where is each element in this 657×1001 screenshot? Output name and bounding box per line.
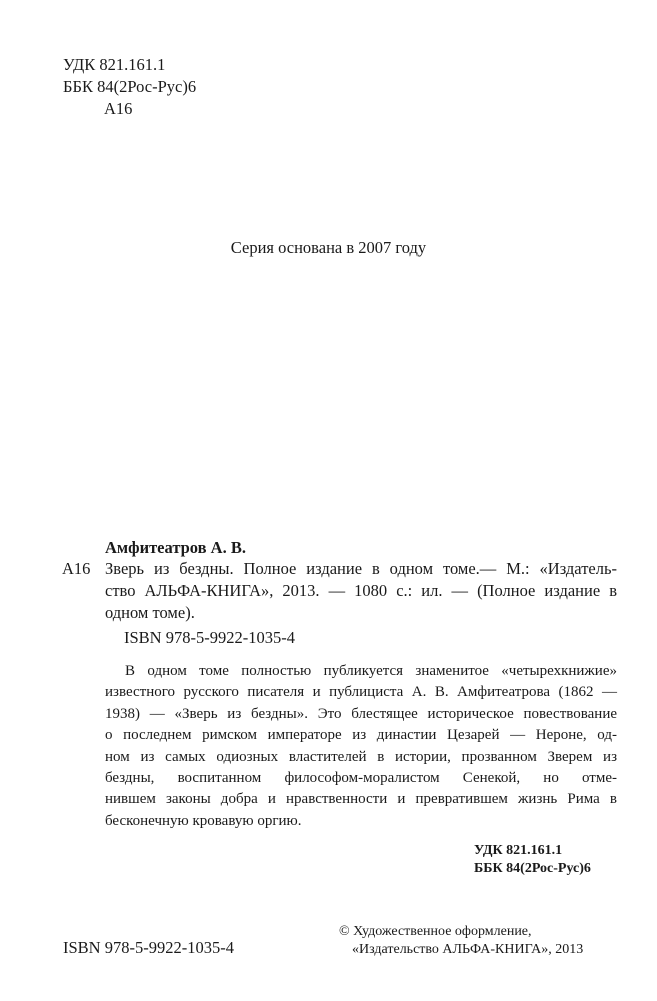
- annotation-line: нившем законы добра и нравственности и превратившем жизнь Рима в: [105, 791, 617, 808]
- catalog-line: одном томе).: [105, 603, 195, 622]
- copyright-line-2: «Издательство АЛЬФА-КНИГА», 2013: [352, 942, 584, 957]
- udk-code-top: УДК 821.161.1: [63, 55, 166, 74]
- annotation-paragraph: [105, 661, 617, 832]
- catalog-isbn: ISBN 978-5-9922-1035-4: [124, 628, 295, 647]
- annotation-line: ном из самых одиозных властителей в истории, прозванном Зверем из: [105, 748, 617, 765]
- author-mark-top: А16: [104, 99, 133, 118]
- catalog-author-mark: А16: [62, 559, 91, 578]
- annotation-line: бесконечную кровавую оргию.: [105, 812, 302, 829]
- bbk-code-top: ББК 84(2Рос-Рус)6: [63, 77, 197, 96]
- annotation-line: 1938) — «Зверь из бездны». Это блестящее историческое повествование: [105, 705, 617, 722]
- annotation-line: В одном томе полностью публикуется знаменитое «четырехкнижие»: [125, 663, 617, 679]
- isbn-bottom: ISBN 978-5-9922-1035-4: [63, 938, 234, 957]
- annotation-line: о последнем римском императоре из династии Цезарей — Нероне, од-: [105, 727, 617, 744]
- bbk-code-bottom: ББК 84(2Рос-Рус)6: [474, 861, 591, 876]
- catalog-author: Амфитеатров А. В.: [105, 538, 246, 557]
- udk-code-bottom: УДК 821.161.1: [474, 843, 563, 858]
- annotation-line: известного русского писателя и публициста А. В. Амфитеатрова (1862 —: [105, 684, 617, 701]
- catalog-line: ство АЛЬФА-КНИГА», 2013. — 1080 с.: ил. — (Полное издание в: [105, 581, 617, 600]
- copyright-line-1: © Художественное оформление,: [339, 924, 532, 939]
- catalog-description: [105, 558, 617, 624]
- series-note: Серия основана в 2007 году: [230, 238, 427, 257]
- annotation-line: бездны, воспитанном философом-моралистом Сенекой, но отме-: [105, 769, 617, 786]
- catalog-line: Зверь из бездны. Полное издание в одном томе.— М.: «Издатель-: [105, 559, 617, 578]
